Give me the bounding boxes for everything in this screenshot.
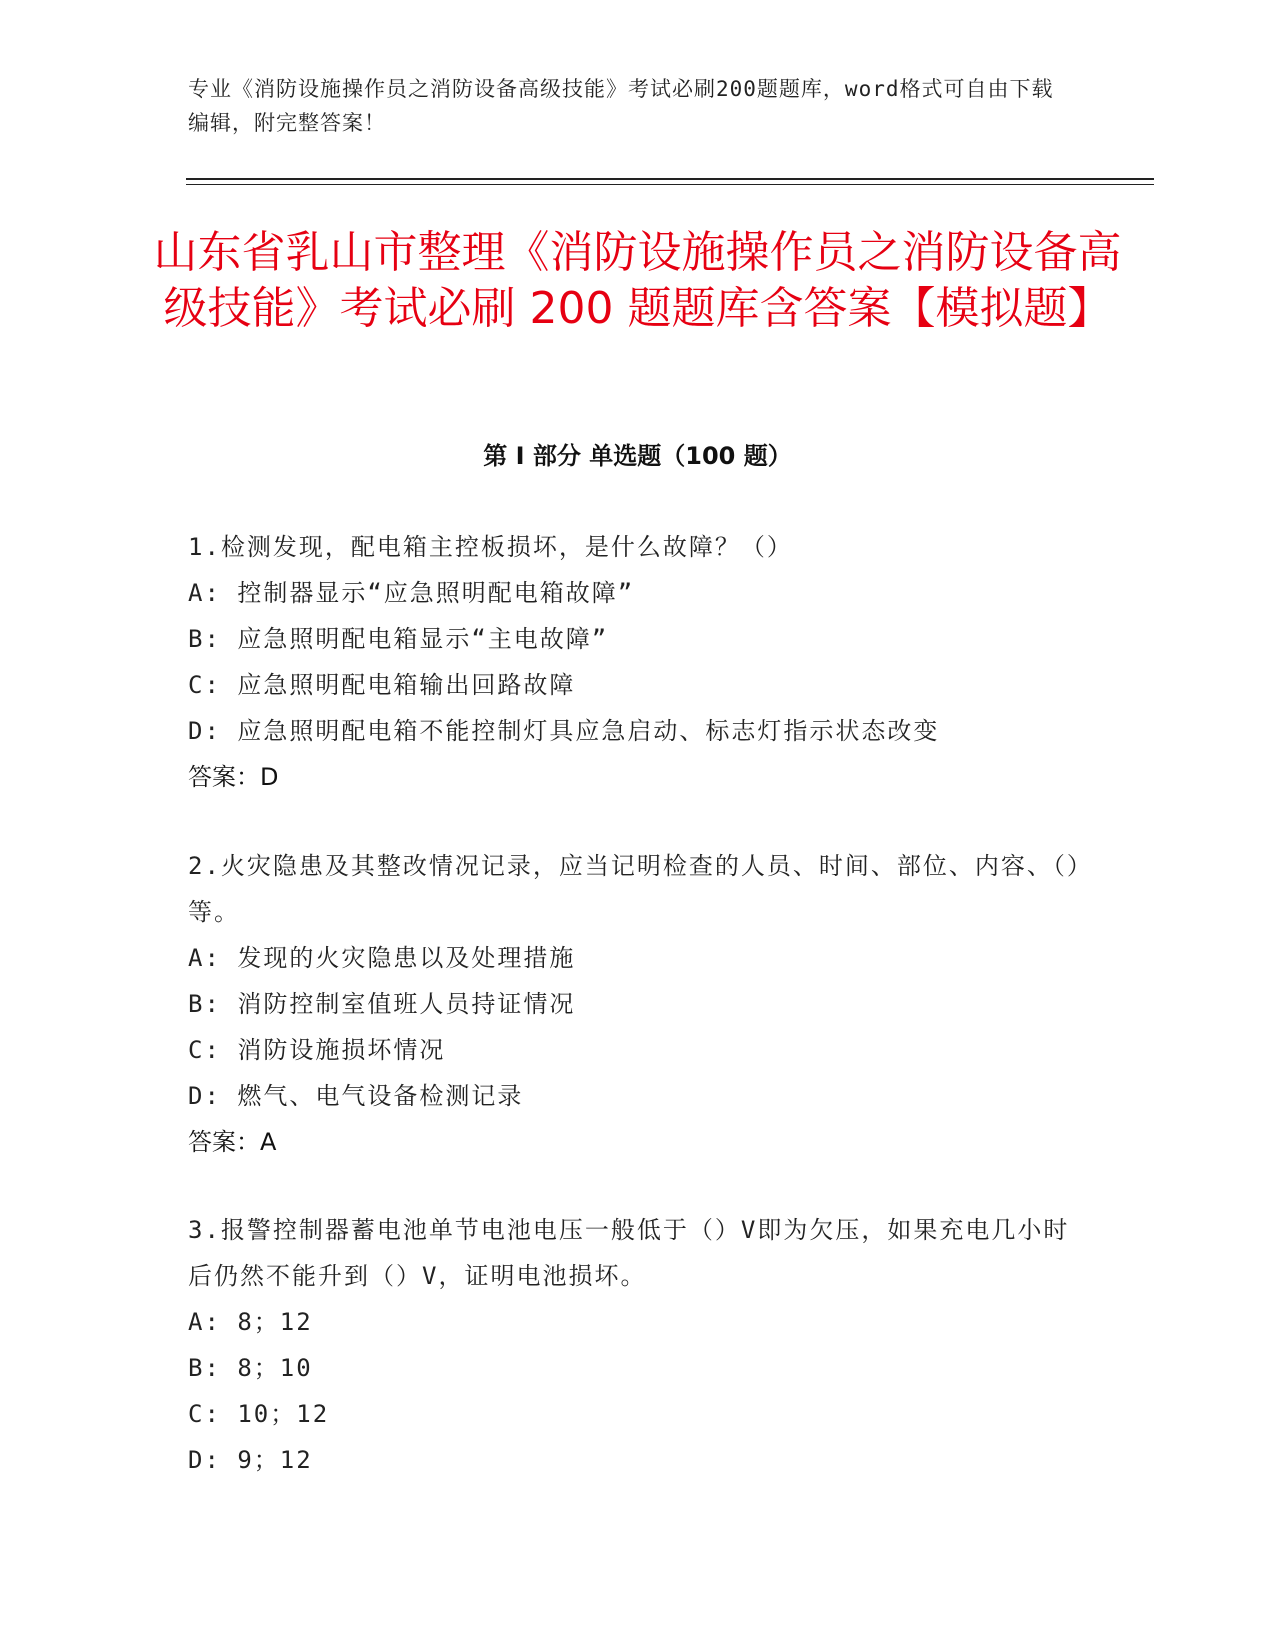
option-d: D: 9；12 (188, 1446, 313, 1474)
option-c: C: 10；12 (188, 1400, 330, 1428)
header-rule-thin (186, 184, 1154, 185)
option-b: B: 8；10 (188, 1354, 313, 1382)
section-heading: 第 I 部分 单选题（100 题） (483, 442, 792, 470)
question-1 (188, 524, 1088, 800)
question-text: 3.报警控制器蓄电池单节电池电压一般低于（）V即为欠压，如果充电几小时后仍然不能升到（）V，证明电池损坏。 (188, 1216, 1070, 1290)
option-a: A: 8；12 (188, 1308, 313, 1336)
answer: 答案：D (188, 763, 279, 791)
option-a: A: 控制器显示“应急照明配电箱故障” (188, 579, 635, 607)
question-2 (188, 843, 1088, 1165)
option-b: B: 应急照明配电箱显示“主电故障” (188, 625, 609, 653)
header-rule-thick (186, 178, 1154, 180)
option-c: C: 消防设施损坏情况 (188, 1036, 446, 1064)
option-a: A: 发现的火灾隐患以及处理措施 (188, 944, 576, 972)
option-d: D: 应急照明配电箱不能控制灯具应急启动、标志灯指示状态改变 (188, 717, 940, 745)
option-d: D: 燃气、电气设备检测记录 (188, 1082, 524, 1110)
header-note: 专业《消防设施操作员之消防设备高级技能》考试必刷200题题库，word格式可自由下载编辑，附完整答案！ (188, 77, 1054, 135)
question-text: 1.检测发现，配电箱主控板损坏，是什么故障？（） (188, 533, 793, 561)
answer: 答案：A (188, 1128, 277, 1156)
question-3 (188, 1207, 1088, 1483)
question-text: 2.火灾隐患及其整改情况记录，应当记明检查的人员、时间、部位、内容、（）等。 (188, 852, 1081, 926)
option-c: C: 应急照明配电箱输出回路故障 (188, 671, 576, 699)
document-title: 山东省乳山市整理《消防设施操作员之消防设备高级技能》考试必刷 200 题题库含答案【模拟题】 (153, 227, 1122, 334)
option-b: B: 消防控制室值班人员持证情况 (188, 990, 576, 1018)
